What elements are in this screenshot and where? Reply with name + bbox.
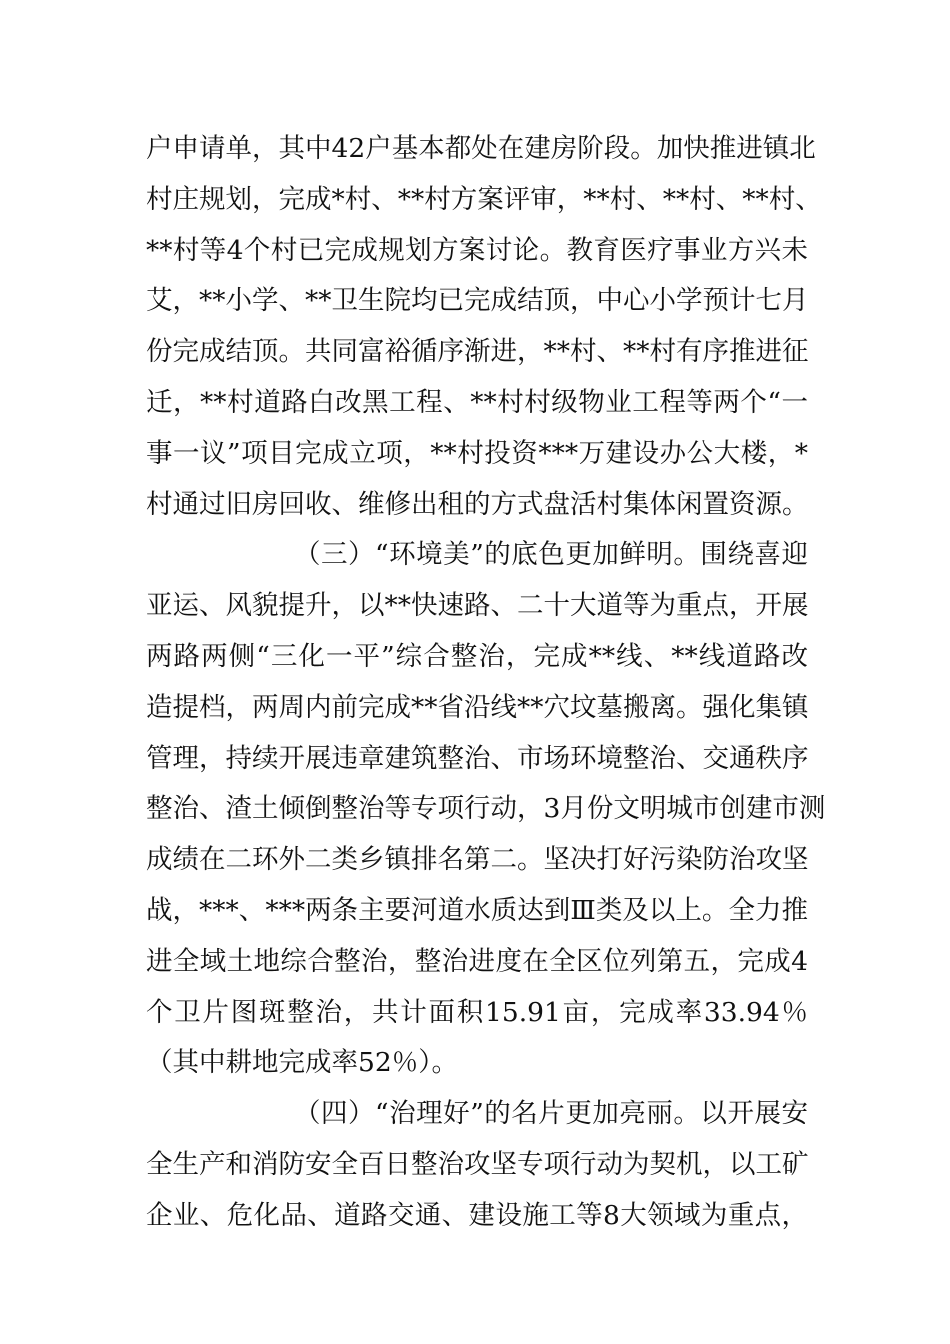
text-line: 村庄规划，完成*村、**村方案评审，**村、**村、**村、: [146, 183, 822, 215]
paragraph-rural-development: [146, 124, 822, 530]
text-line: 造提档，两周内前完成**省沿线**穴坟墓搬离。强化集镇: [146, 691, 809, 723]
text-line: 全生产和消防安全百日整治攻坚专项行动为契机，以工矿: [146, 1148, 809, 1180]
text-line: （其中耕地完成率52％）。: [146, 1047, 458, 1079]
text-line: 个卫片图斑整治，共计面积15.91亩，完成率33.94％: [146, 996, 808, 1028]
text-line: 艾，**小学、**卫生院均已完成结顶，中心小学预计七月: [146, 285, 809, 317]
section-heading-line: （三）“环境美”的底色更加鲜明。围绕喜迎: [294, 539, 808, 571]
text-line: 企业、危化品、道路交通、建设施工等8大领域为重点，: [146, 1199, 808, 1231]
section-heading-line: （四）“治理好”的名片更加亮丽。以开展安: [294, 1098, 808, 1130]
text-line: 成绩在二环外二类乡镇排名第二。坚决打好污染防治攻坚: [146, 844, 809, 876]
text-line: 份完成结顶。共同富裕循序渐进，**村、**村有序推进征: [146, 336, 809, 368]
text-line: 迁，**村道路白改黑工程、**村村级物业工程等两个“一: [146, 386, 808, 418]
text-line: 两路两侧“三化一平”综合整治，完成**线、**线道路改: [146, 640, 808, 672]
text-line: 整治、渣土倾倒整治等专项行动，3月份文明城市创建市测: [146, 793, 826, 825]
text-line: 管理，持续开展违章建筑整治、市场环境整治、交通秩序: [146, 742, 809, 774]
text-line: **村等4个村已完成规划方案讨论。教育医疗事业方兴未: [146, 234, 808, 266]
text-line: 户申请单，其中42户基本都处在建房阶段。加快推进镇北: [146, 133, 816, 164]
paragraph-environment: [146, 530, 826, 1089]
text-line: 事一议”项目完成立项，**村投资***万建设办公大楼，*: [146, 437, 808, 469]
text-line: 战，***、***两条主要河道水质达到Ⅲ类及以上。全力推: [146, 894, 808, 926]
text-line: 亚运、风貌提升，以**快速路、二十大道等为重点，开展: [146, 590, 809, 622]
body-text: [146, 124, 826, 1242]
paragraph-governance: [146, 1089, 808, 1241]
text-line: 进全域土地综合整治，整治进度在全区位列第五，完成4: [146, 945, 808, 977]
text-line: 村通过旧房回收、维修出租的方式盘活村集体闲置资源。: [146, 488, 809, 520]
